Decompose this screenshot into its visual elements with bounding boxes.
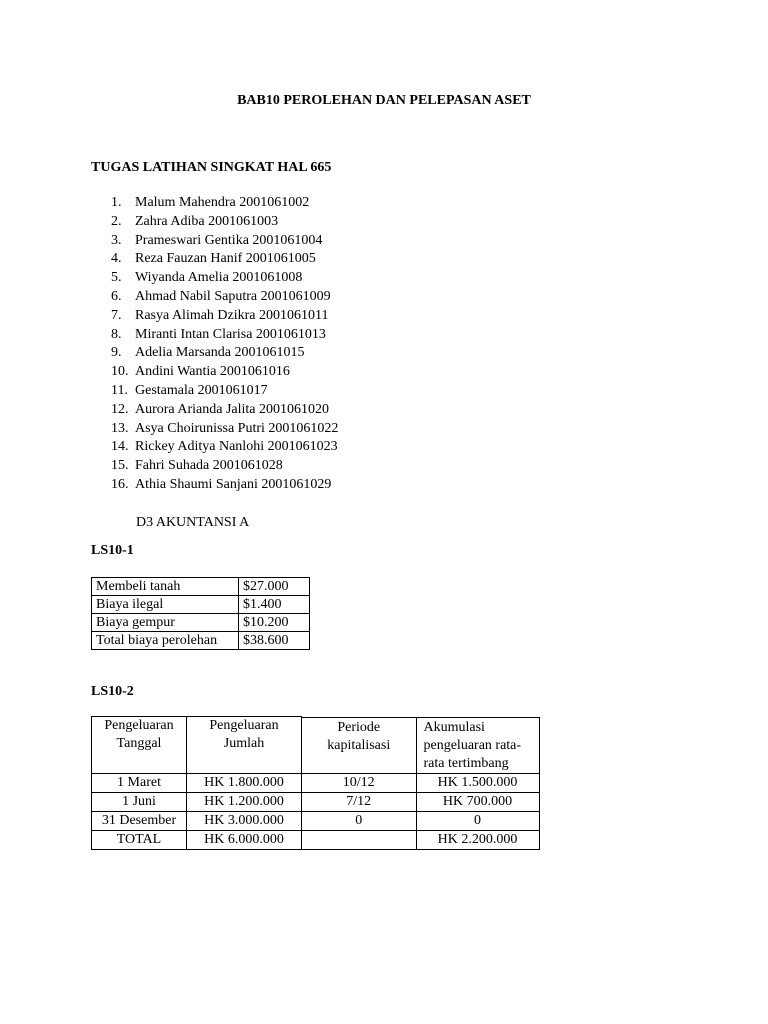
list-item: 7. Rasya Alimah Dzikra 2001061011: [111, 307, 329, 323]
table-cell: $10.200: [239, 614, 310, 632]
list-item: 6. Ahmad Nabil Saputra 2001061009: [111, 288, 331, 304]
table-cell: HK 1.800.000: [187, 773, 302, 792]
table-cell: $1.400: [239, 596, 310, 614]
header-cell: Pengeluaran Tanggal: [92, 717, 187, 774]
list-item: 8. Miranti Intan Clarisa 2001061013: [111, 326, 326, 342]
table-cell: HK 2.200.000: [416, 830, 539, 849]
header-cell: Akumulasi pengeluaran rata-rata tertimbang: [416, 717, 539, 773]
list-item: 11. Gestamala 2001061017: [111, 382, 268, 398]
table-row: [92, 632, 310, 650]
table-cell: HK 1.500.000: [416, 773, 539, 792]
table-cell: 31 Desember: [92, 811, 187, 830]
list-item: 1. Malum Mahendra 2001061002: [111, 195, 310, 210]
table-row: [92, 792, 540, 811]
table-row: [92, 578, 310, 596]
table-row: [92, 773, 540, 792]
list-item: 16. Athia Shaumi Sanjani 2001061029: [111, 476, 332, 492]
table-cell: $38.600: [239, 632, 310, 650]
table-cell: TOTAL: [92, 830, 187, 849]
table-cell: HK 1.200.000: [187, 792, 302, 811]
table-cell: HK 6.000.000: [187, 830, 302, 849]
header-cell: Pengeluaran Jumlah: [187, 717, 302, 774]
table-cell: [302, 830, 417, 849]
table-cell: 7/12: [302, 792, 417, 811]
assignment-heading: TUGAS LATIHAN SINGKAT HAL 665: [91, 160, 332, 175]
list-item: 9. Adelia Marsanda 2001061015: [111, 345, 305, 361]
table-cell: Biaya gempur: [92, 614, 239, 632]
table-cell: 10/12: [302, 773, 417, 792]
list-item: 10. Andini Wantia 2001061016: [111, 364, 290, 380]
list-item: 12. Aurora Arianda Jalita 2001061020: [111, 401, 330, 417]
table-cell: 0: [416, 811, 539, 830]
table-cell: 1 Maret: [92, 773, 187, 792]
table-row: [92, 596, 310, 614]
ls10-2-table: [91, 716, 540, 850]
list-item: 3. Prameswari Gentika 2001061004: [111, 232, 323, 248]
member-list: [91, 194, 338, 495]
table-cell: HK 3.000.000: [187, 811, 302, 830]
table-cell: Membeli tanah: [92, 578, 239, 596]
ls10-1-table: [91, 577, 310, 650]
table-row: [92, 614, 310, 632]
ls10-2-heading: LS10-2: [91, 684, 134, 699]
document-title: BAB10 PEROLEHAN DAN PELEPASAN ASET: [237, 93, 531, 108]
table-cell: 0: [302, 811, 417, 830]
table-cell: 1 Juni: [92, 792, 187, 811]
list-item: 15. Fahri Suhada 2001061028: [111, 458, 283, 474]
table-cell: Biaya ilegal: [92, 596, 239, 614]
list-item: 13. Asya Choirunissa Putri 2001061022: [111, 420, 339, 436]
list-item: 14. Rickey Aditya Nanlohi 2001061023: [111, 439, 338, 455]
table-cell: HK 700.000: [416, 792, 539, 811]
class-label: D3 AKUNTANSI A: [136, 515, 250, 530]
list-item: 2. Zahra Adiba 2001061003: [111, 213, 279, 229]
list-item: 4. Reza Fauzan Hanif 2001061005: [111, 251, 316, 267]
table-row: [92, 811, 540, 830]
table-cell: $27.000: [239, 578, 310, 596]
header-cell: Periode kapitalisasi: [302, 717, 417, 773]
table-row: [92, 830, 540, 849]
table-cell: Total biaya perolehan: [92, 632, 239, 650]
ls10-1-heading: LS10-1: [91, 543, 134, 558]
list-item: 5. Wiyanda Amelia 2001061008: [111, 270, 303, 286]
